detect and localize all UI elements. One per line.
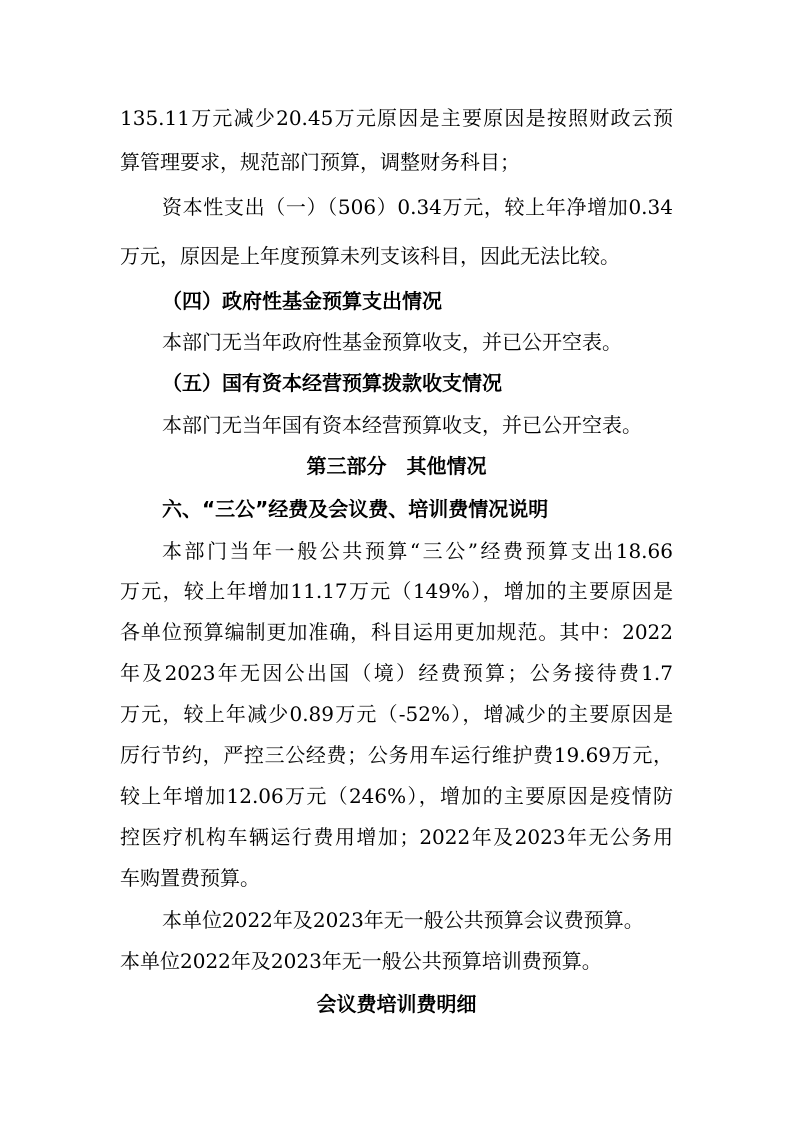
part-title: 第三部分 其他情况 (306, 454, 487, 478)
section-heading: 六、“三公”经费及会议费、培训费情况说明 (162, 497, 549, 521)
paragraph-line: 较上年增加12.06万元（246%），增加的主要原因是疫情防 (120, 784, 673, 808)
paragraph-line: 万元，较上年减少0.89万元（-52%），增减少的主要原因是 (120, 702, 673, 726)
paragraph-line: 万元，较上年增加11.17万元（149%），增加的主要原因是 (120, 579, 673, 603)
paragraph-line: 万元，原因是上年度预算未列支该科目，因此无法比较。 (120, 244, 620, 268)
paragraph-line: 年及2023年无因公出国（境）经费预算；公务接待费1.7 (120, 661, 673, 685)
paragraph-line: 算管理要求，规范部门预算，调整财务科目； (120, 150, 520, 174)
paragraph-line: 本部门无当年国有资本经营预算收支，并已公开空表。 (162, 413, 642, 437)
table-title: 会议费培训费明细 (316, 992, 477, 1016)
paragraph-line: 各单位预算编制更加准确，科目运用更加规范。其中：2022 (120, 620, 673, 644)
paragraph-line: 135.11万元减少20.45万元原因是主要原因是按照财政云预 (120, 106, 673, 130)
section-heading: （四）政府性基金预算支出情况 (162, 289, 442, 313)
paragraph-line: 厉行节约，严控三公经费；公务用车运行维护费19.69万元， (120, 743, 673, 767)
paragraph-line: 车购置费预算。 (120, 866, 260, 890)
paragraph-line: 资本性支出（一）（506）0.34万元，较上年净增加0.34 (162, 195, 673, 219)
paragraph-line: 本部门无当年政府性基金预算收支，并已公开空表。 (162, 330, 622, 354)
paragraph-line: 本单位2022年及2023年无一般公共预算培训费预算。 (120, 949, 602, 973)
paragraph-line: 控医疗机构车辆运行费用增加；2022年及2023年无公务用 (120, 825, 673, 849)
section-heading: （五）国有资本经营预算拨款收支情况 (162, 371, 502, 395)
paragraph-line: 本部门当年一般公共预算“三公”经费预算支出18.66 (162, 539, 673, 563)
paragraph-line: 本单位2022年及2023年无一般公共预算会议费预算。 (162, 908, 644, 932)
